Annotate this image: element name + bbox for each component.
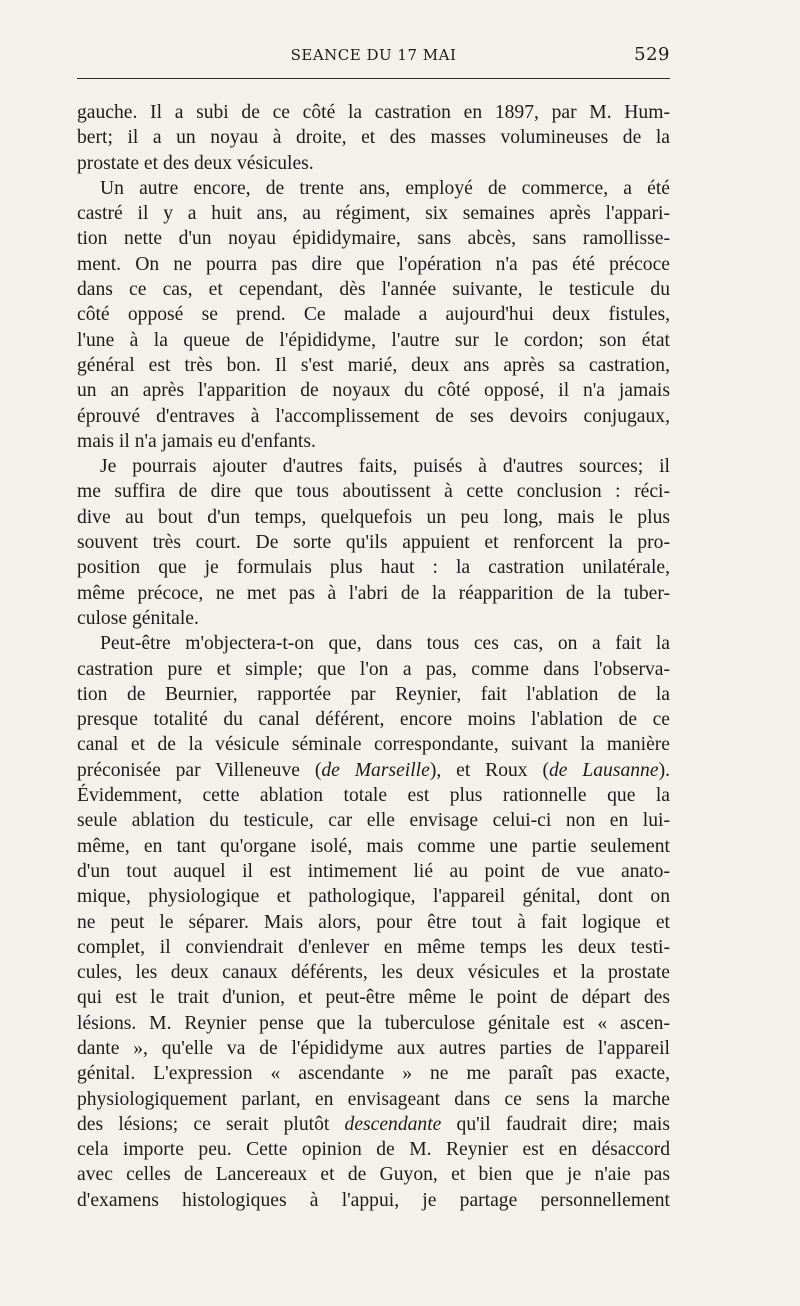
text-line: culose génitale. (77, 607, 199, 629)
text-line: dante », qu'elle va de l'épididyme aux autres parties de l'appareil (77, 1037, 670, 1059)
text-line: tion nette d'un noyau épididymaire, sans abcès, sans ramollisse- (77, 228, 670, 250)
text-line: ne peut le séparer. Mais alors, pour être tout à fait logique et (77, 911, 670, 933)
text-line: dans ce cas, et cependant, dès l'année suivante, le testicule du (77, 279, 670, 301)
text-line: bert; il a un noyau à droite, et des masses volumineuses de la (77, 127, 670, 149)
text-line: physiologiquement parlant, en envisageant dans ce sens la marche (77, 1088, 670, 1110)
text-line: Un autre encore, de trente ans, employé de commerce, a été (100, 177, 670, 199)
text-line: avec celles de Lancereaux et de Guyon, et bien que je n'aie pas (77, 1164, 670, 1186)
text-line: côté opposé se prend. Ce malade a aujourd'hui deux fistules, (77, 304, 670, 326)
text-line: lésions. M. Reynier pense que la tuberculose génitale est « ascen- (77, 1012, 670, 1034)
text-line: complet, il conviendrait d'enlever en même temps les deux testi- (77, 936, 670, 958)
text-line: mais il n'a jamais eu d'enfants. (77, 430, 316, 452)
text-line: position que je formulais plus haut : la castration unilatérale, (77, 557, 670, 579)
text-run: ), et Roux ( (429, 759, 549, 781)
text-line: dive au bout d'un temps, quelquefois un peu long, mais le plus (77, 506, 670, 528)
text-line: génital. L'expression « ascendante » ne me paraît pas exacte, (77, 1063, 670, 1085)
text-line: presque totalité du canal déférent, encore moins l'ablation de ce (77, 709, 670, 731)
text-line: ment. On ne pourra pas dire que l'opération n'a pas été précoce (77, 253, 670, 275)
text-line: d'un tout auquel il est intimement lié au point de vue anato- (77, 860, 670, 882)
text-run: qu'il faudrait dire; mais (441, 1113, 670, 1135)
text-line: mique, physiologique et pathologique, l'appareil génital, dont on (77, 886, 670, 908)
text-line: tion de Beurnier, rapportée par Reynier, fait l'ablation de la (77, 683, 670, 705)
text-line: un an après l'apparition de noyaux du côté opposé, il n'a jamais (77, 380, 670, 402)
text-run: ). (658, 759, 670, 781)
text-line: cules, les deux canaux déférents, les deux vésicules et la prostate (77, 962, 670, 984)
header-rule (77, 78, 670, 79)
text-run: des lésions; ce serait plutôt (77, 1113, 345, 1135)
text-line: cela importe peu. Cette opinion de M. Reynier est en désaccord (77, 1139, 670, 1161)
text-line: canal et de la vésicule séminale correspondante, suivant la manière (77, 734, 670, 756)
italic-text: de Lausanne (548, 759, 659, 781)
text-line: d'examens histologiques à l'appui, je partage personnellement (77, 1189, 670, 1211)
italic-text: descendante (344, 1113, 442, 1135)
body-text (77, 100, 670, 1213)
text-run: préconisée par Villeneuve ( (77, 759, 322, 781)
text-line: castration pure et simple; que l'on a pas, comme dans l'observa- (77, 658, 670, 680)
text-line: éprouvé d'entraves à l'accomplissement de ses devoirs conjugaux, (77, 405, 670, 427)
text-line: me suffira de dire que tous aboutissent à cette conclusion : réci- (77, 481, 670, 503)
page-number: 529 (634, 44, 670, 65)
text-line: qui est le trait d'union, et peut-être même le point de départ des (77, 987, 670, 1009)
italic-text: de Marseille (321, 759, 430, 781)
text-line: seule ablation du testicule, car elle envisage celui-ci non en lui- (77, 810, 670, 832)
text-line (77, 1112, 670, 1137)
text-line: castré il y a huit ans, au régiment, six semaines après l'appari- (77, 203, 670, 225)
text-line: même, en tant qu'organe isolé, mais comme une partie seulement (77, 835, 670, 857)
text-line: Peut-être m'objectera-t-on que, dans tous ces cas, on a fait la (100, 633, 670, 655)
running-header (77, 46, 670, 70)
text-line: général est très bon. Il s'est marié, deux ans après sa castration, (77, 354, 670, 376)
text-line: même précoce, ne met pas à l'abri de la réapparition de la tuber- (77, 582, 670, 604)
text-line: gauche. Il a subi de ce côté la castration en 1897, par M. Hum- (77, 102, 670, 123)
running-title: SEANCE DU 17 MAI (290, 46, 457, 64)
text-line: Évidemment, cette ablation totale est plus rationnelle que la (77, 785, 670, 807)
text-line: souvent très court. De sorte qu'ils appuient et renforcent la pro- (77, 532, 670, 554)
text-line: l'une à la queue de l'épididyme, l'autre sur le cordon; son état (77, 329, 670, 351)
text-line: prostate et des deux vésicules. (77, 152, 314, 174)
text-line (77, 758, 670, 783)
text-line: Je pourrais ajouter d'autres faits, puisés à d'autres sources; il (100, 456, 670, 478)
